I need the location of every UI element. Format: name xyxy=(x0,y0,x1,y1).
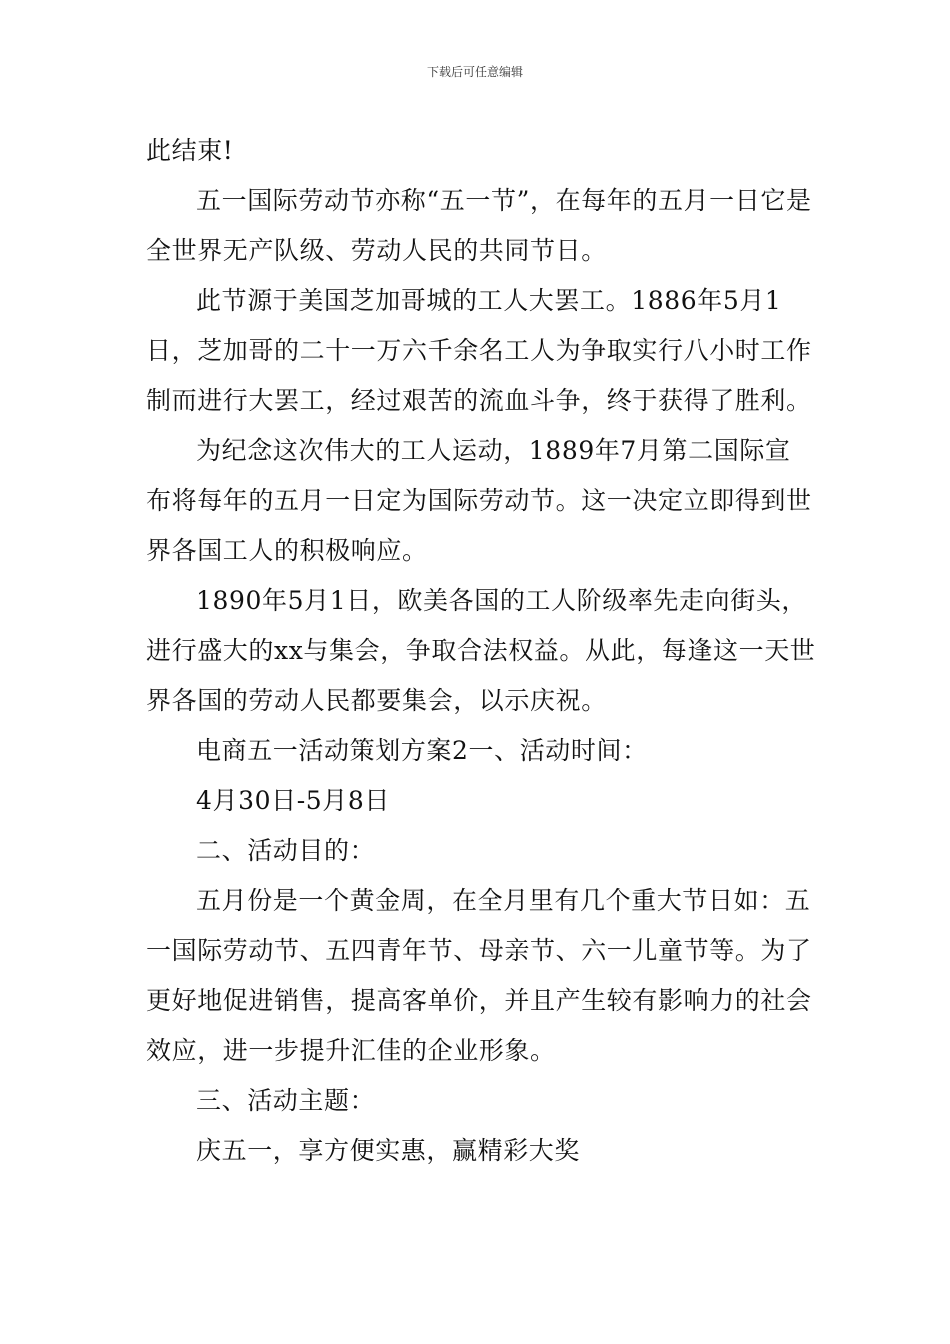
paragraph-9: 五月份是一个黄金周，在全月里有几个重大节日如：五一国际劳动节、五四青年节、母亲节、六一儿童节等。为了更好地促进销售，提高客单价，并且产生较有影响力的社会效应，进一步提升汇佳的企业形象。 xyxy=(146,886,812,1065)
paragraph-4: 为纪念这次伟大的工人运动，1889年7月第二国际宣布将每年的五月一日定为国际劳动节。这一决定立即得到世界各国工人的积极响应。 xyxy=(146,436,812,565)
paragraph-3: 此节源于美国芝加哥城的工人大罢工。1886年5月1日，芝加哥的二十一万六千余名工人为争取实行八小时工作制而进行大罢工，经过艰苦的流血斗争，终于获得了胜利。 xyxy=(146,286,812,415)
paragraph-5: 1890年5月1日，欧美各国的工人阶级率先走向街头，进行盛大的xx与集会，争取合法权益。从此，每逢这一天世界各国的劳动人民都要集会，以示庆祝。 xyxy=(146,586,816,715)
paragraph-2: 五一国际劳动节亦称“五一节”，在每年的五月一日它是全世界无产队级、劳动人民的共同节日。 xyxy=(146,186,812,265)
paragraph-10: 三、活动主题： xyxy=(196,1086,376,1115)
paragraph-11: 庆五一，享方便实惠，赢精彩大奖 xyxy=(196,1136,581,1165)
paragraph-1: 此结束! xyxy=(146,136,234,165)
paragraph-8: 二、活动目的： xyxy=(196,836,376,865)
paragraph-7: 4月30日-5月8日 xyxy=(196,786,390,815)
document-body xyxy=(146,126,816,1176)
paragraph-6: 电商五一活动策划方案2一、活动时间： xyxy=(196,736,648,765)
page-header: 下载后可任意编辑 xyxy=(426,65,523,79)
